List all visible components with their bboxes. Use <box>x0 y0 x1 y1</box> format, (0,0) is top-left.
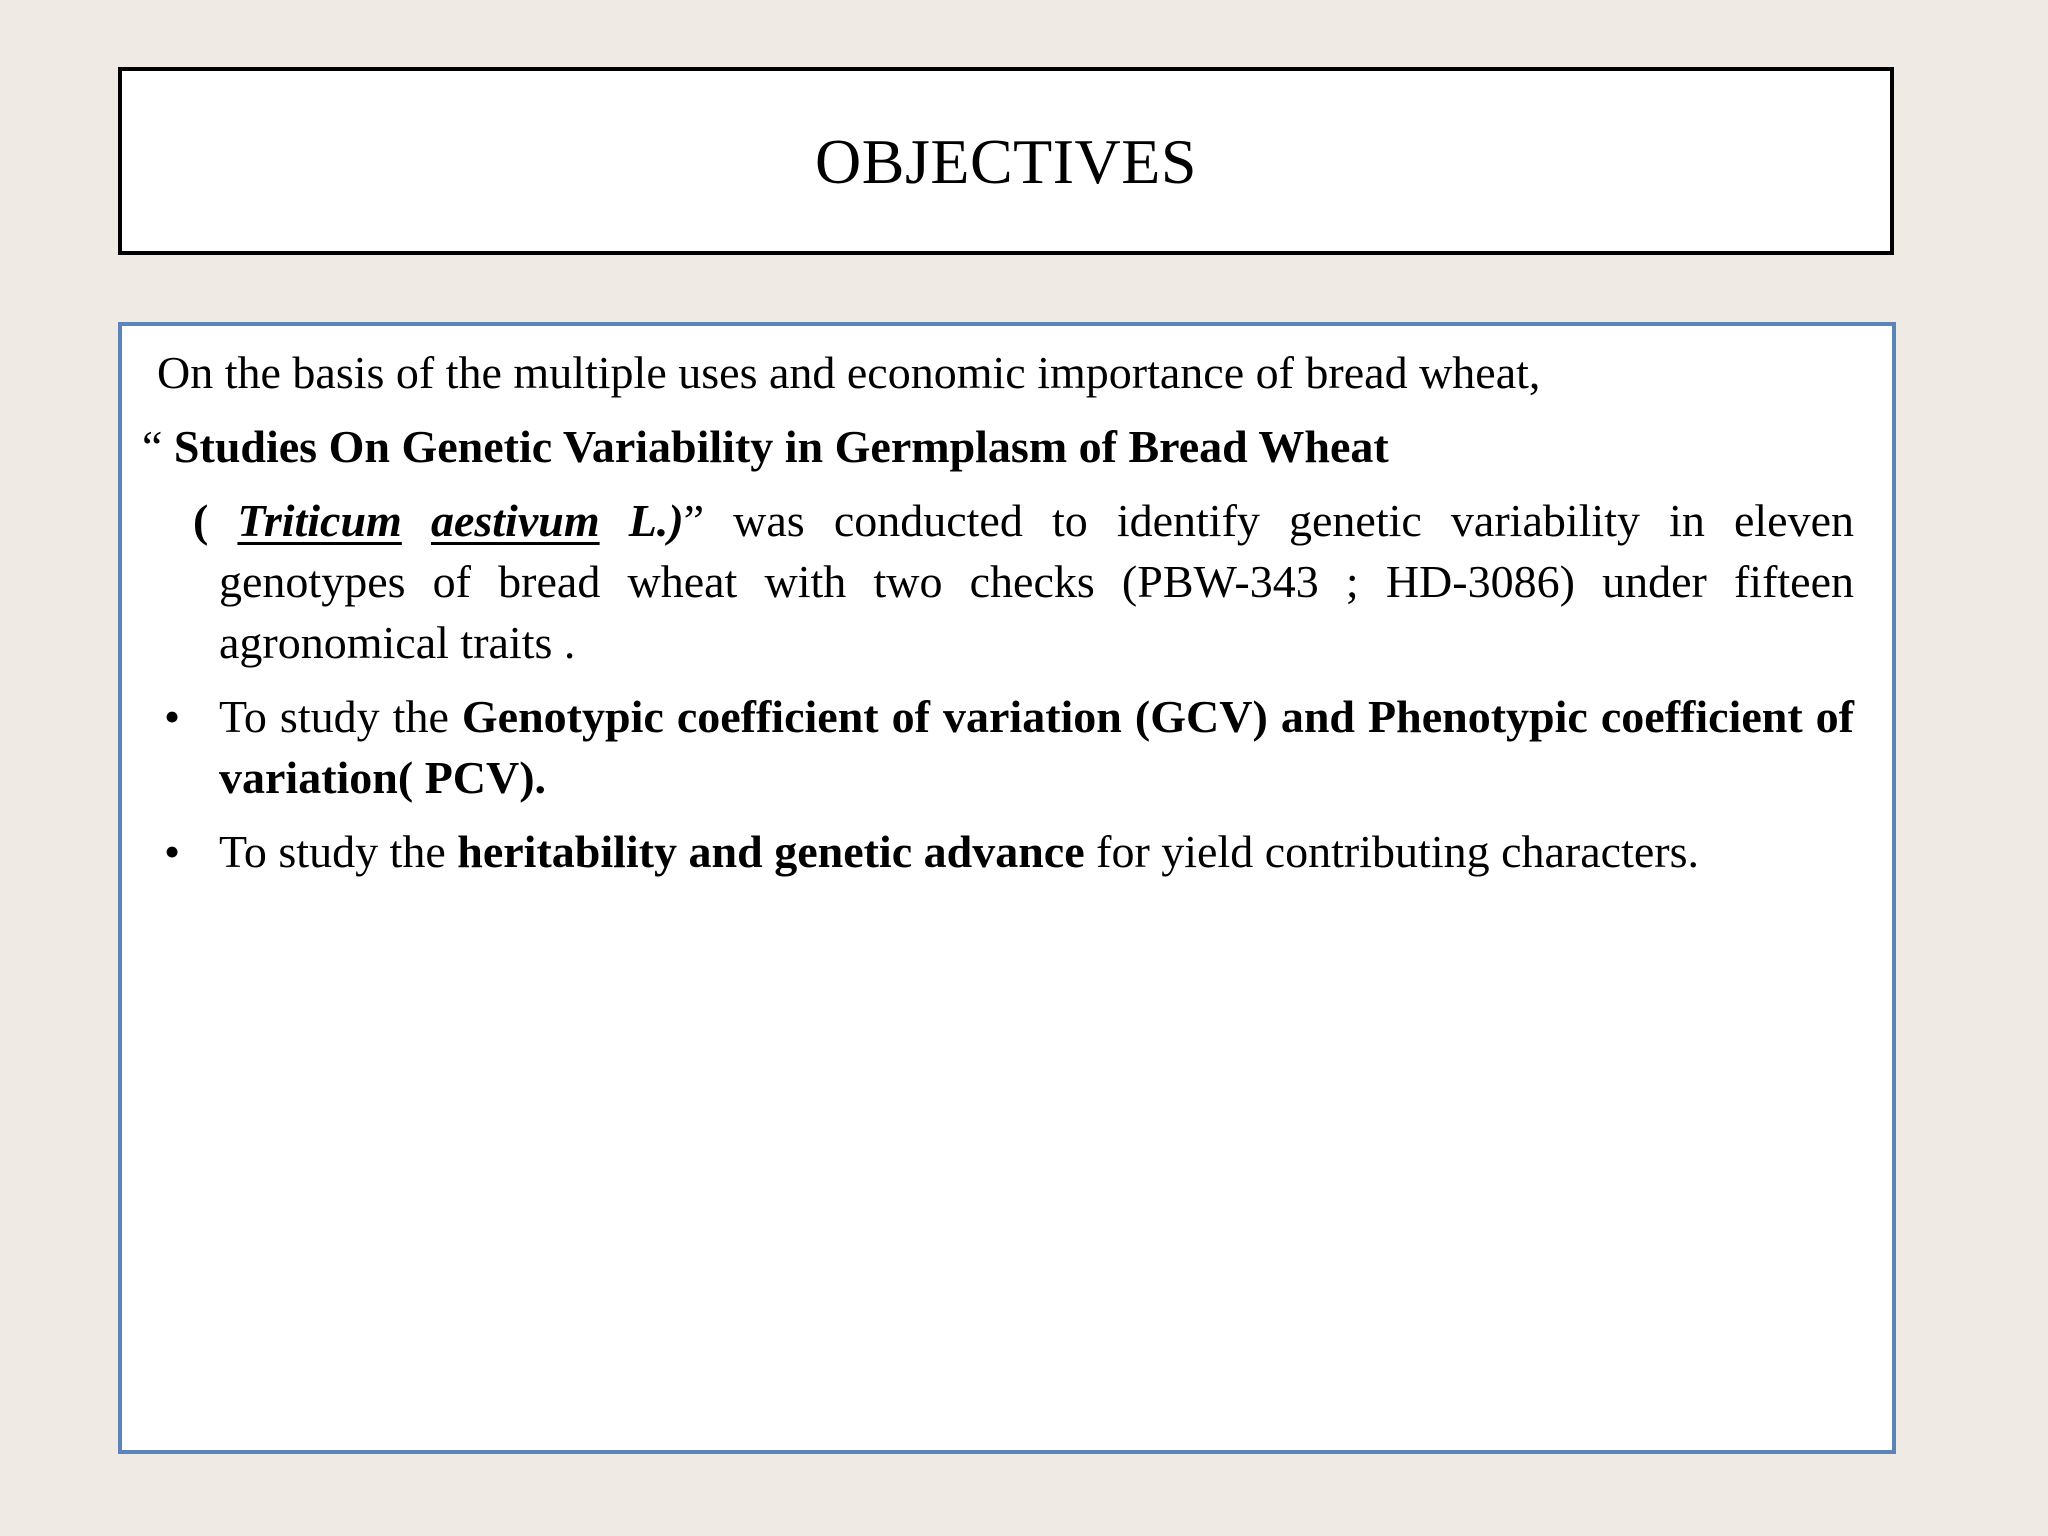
bullet-marker: • <box>164 826 181 877</box>
genus-name: Triticum <box>237 495 402 546</box>
open-quote: “ <box>142 421 174 472</box>
study-description: ” was conducted to identify genetic variability in eleven genotypes of bread wheat with two checks (PBW-343 ; HD-3086) under fifteen agronomical traits . <box>219 495 1854 668</box>
bullet-heritability <box>142 821 1854 882</box>
open-paren: ( <box>193 495 238 546</box>
bullet-prefix: To study the <box>219 826 458 877</box>
content-box <box>118 322 1896 1454</box>
study-title: Studies On Genetic Variability in Germplasm of Bread Wheat <box>173 421 1389 472</box>
study-title-line <box>142 416 1854 477</box>
content-text <box>142 342 1854 895</box>
bullet-marker: • <box>164 691 181 742</box>
authority: L.) <box>628 495 684 546</box>
species-name: aestivum <box>430 495 600 546</box>
bullet-bold-text: Genotypic coefficient of variation (GCV) and Phenotypic coefficient of variation( PCV). <box>219 691 1855 803</box>
species-paragraph <box>142 490 1854 673</box>
bullet-prefix: To study the <box>219 691 462 742</box>
intro-text: On the basis of the multiple uses and economic importance of bread wheat, <box>157 347 1541 398</box>
bullet-suffix: for yield contributing characters. <box>1084 826 1699 877</box>
bullet-gcv-pcv <box>142 686 1854 808</box>
title-box <box>118 67 1894 255</box>
slide-title: OBJECTIVES <box>815 126 1197 197</box>
bullet-bold-text: heritability and genetic advance <box>457 826 1085 877</box>
